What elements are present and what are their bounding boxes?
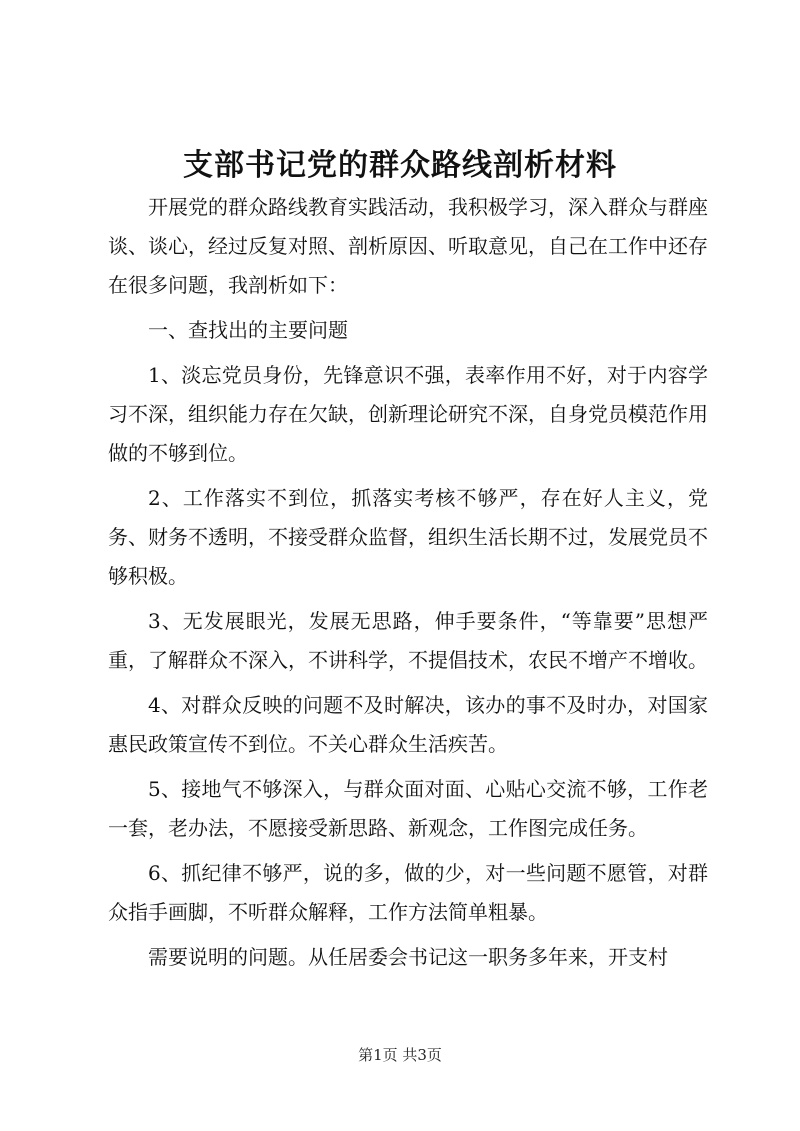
- document-title: 支部书记党的群众路线剖析材料: [183, 148, 617, 183]
- paragraph-item-3: 3、无发展眼光，发展无思路，伸手要条件，“等靠要”思想严重，了解群众不深入，不讲科学，不提倡技术，农民不增产不增收。: [108, 609, 708, 672]
- paragraph-intro: 开展党的群众路线教育实践活动，我积极学习，深入群众与群座谈、谈心，经过反复对照、剖析原因、听取意见，自己在工作中还存在很多问题，我剖析如下：: [108, 195, 708, 297]
- section-heading: 一、查找出的主要问题: [148, 318, 348, 342]
- paragraph-item-4: 4、对群众反映的问题不及时解决，该办的事不及时办，对国家惠民政策宣传不到位。不关心群众生活疾苦。: [108, 693, 708, 756]
- paragraph-item-2: 2、工作落实不到位，抓落实考核不够严，存在好人主义，党务、财务不透明，不接受群众监督，组织生活长期不过，发展党员不够积极。: [108, 486, 708, 588]
- paragraph-item-1: 1、淡忘党员身份，先锋意识不强，表率作用不好，对于内容学习不深，组织能力存在欠缺，创新理论研究不深，自身党员模范作用做的不够到位。: [108, 363, 708, 465]
- paragraph-note: 需要说明的问题。从任居委会书记这一职务多年来，开支村: [148, 945, 668, 969]
- paragraph-item-6: 6、抓纪律不够严，说的多，做的少，对一些问题不愿管，对群众指手画脚，不听群众解释，工作方法简单粗暴。: [108, 861, 708, 924]
- document-body: [108, 188, 708, 983]
- page-number-footer: 第1页 共3页: [358, 1046, 442, 1064]
- paragraph-item-5: 5、接地气不够深入，与群众面对面、心贴心交流不够，工作老一套，老办法，不愿接受新思路、新观念，工作图完成任务。: [108, 777, 708, 840]
